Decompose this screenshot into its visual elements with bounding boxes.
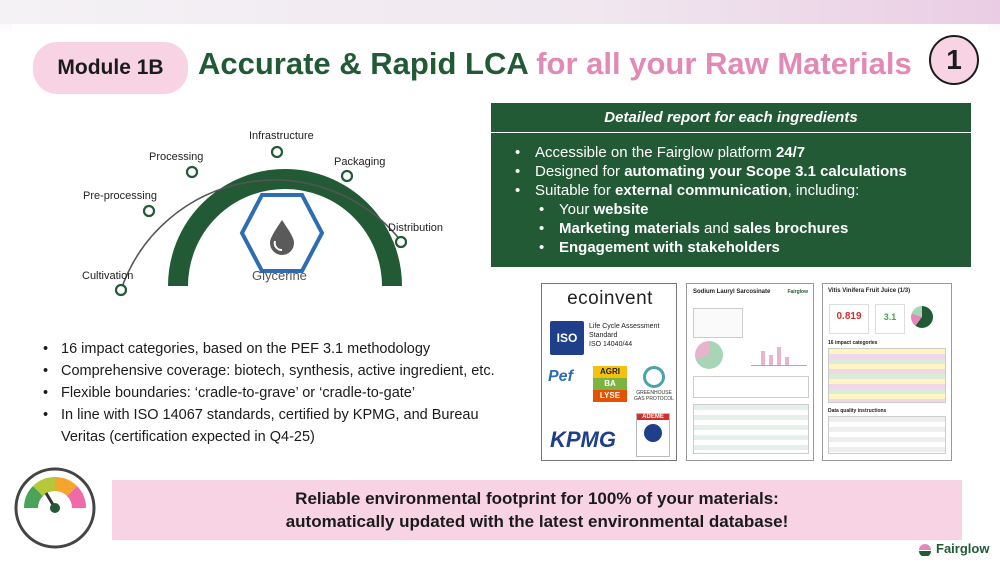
report1-description [693, 308, 743, 338]
detail-item: • Accessible on the Fairglow platform 24/7 [515, 143, 971, 162]
pef-logo: Pef [548, 368, 573, 385]
feature-item: • In line with ISO 14067 standards, certified by KPMG, and Bureau Veritas (certification expected in Q4-25) [43, 404, 503, 448]
report2-score-card: 0.819 [829, 304, 869, 334]
feature-item: • Comprehensive coverage: biotech, synthesis, active ingredient, etc. [43, 360, 503, 382]
iso-logo: ISO [550, 321, 584, 355]
feature-list [43, 338, 503, 448]
stage-label-cultivation: Cultivation [82, 270, 134, 282]
report2-quality-card: 3.1 [875, 304, 905, 334]
module-badge: Module 1B [33, 42, 188, 94]
banner-line-1: Reliable environmental footprint for 100% of your materials: [295, 489, 779, 508]
stage-label-processing: Processing [149, 151, 204, 163]
report-thumbnail-2 [822, 283, 952, 461]
detail-box-divider [491, 132, 971, 133]
center-label-glycerine: Glycerine [252, 268, 307, 283]
detail-box-heading: Detailed report for each ingredients [604, 109, 858, 126]
stage-dot-packaging [342, 171, 352, 181]
feature-item: • 16 impact categories, based on the PEF 3.1 methodology [43, 338, 503, 360]
ademe-logo: ADEME [636, 413, 670, 457]
detail-sub-item: • Marketing materials and sales brochures [539, 219, 971, 238]
stage-label-packaging: Packaging [334, 156, 386, 168]
feature-item: • Flexible boundaries: ‘cradle-to-grave’ or ‘cradle-to-gate’ [43, 382, 503, 404]
report2-section: 16 impact categories [828, 340, 878, 346]
report2-pie [911, 306, 933, 328]
detail-report-box [491, 103, 971, 267]
stage-dot-processing [187, 167, 197, 177]
stage-dot-distribution [396, 237, 406, 247]
fairglow-logo-icon [918, 542, 932, 556]
report1-table [693, 404, 809, 454]
report1-brand: Fairglow [787, 289, 808, 295]
banner-line-2: automatically updated with the latest environmental database! [285, 512, 789, 531]
report1-flowchart [693, 376, 809, 398]
report1-title: Sodium Lauryl Sarcosinate [693, 289, 771, 295]
detail-item: • Suitable for external communication, including: [515, 181, 971, 200]
agribalyse-logo: AGRI BA LYSE [593, 366, 627, 402]
report2-title: Vitis Vinifera Fruit Juice (1/3) [828, 288, 911, 294]
detail-item: • Designed for automating your Scope 3.1 calculations [515, 162, 971, 181]
stage-dot-cultivation [116, 285, 126, 295]
iso-standard-text: Life Cycle Assessment Standard ISO 14040/44 [589, 323, 660, 348]
brand-name: Fairglow [936, 541, 990, 556]
report2-quality-table [828, 416, 946, 454]
report1-bar-chart [751, 340, 807, 366]
top-decor-bar [0, 0, 1000, 24]
lifecycle-diagram [70, 120, 470, 310]
bottom-banner [112, 480, 962, 540]
stage-label-distribution: Distribution [388, 222, 444, 234]
kpmg-logo: KPMG [550, 427, 616, 452]
stage-label-infrastructure: Infrastructure [249, 130, 314, 142]
ghg-protocol-logo: GREENHOUSE GAS PROTOCOL [634, 366, 674, 402]
stage-dot-infrastructure [272, 147, 282, 157]
detail-sub-item: • Your website [539, 200, 971, 219]
title-part-2: for all your Raw Materials [536, 46, 912, 81]
detail-sub-item: • Engagement with stakeholders [539, 238, 971, 257]
oil-drop-icon [270, 220, 294, 255]
fairglow-brand [918, 541, 989, 556]
ecoinvent-logo: ecoinvent [567, 288, 653, 309]
stage-label-pre-processing: Pre-processing [83, 190, 157, 202]
report1-pie [695, 341, 723, 369]
report2-impact-table [828, 348, 946, 403]
title-part-1: Accurate & Rapid LCA [198, 46, 528, 81]
stage-dot-pre-processing [144, 206, 154, 216]
report2-section-2: Data quality instructions [828, 408, 887, 414]
slide-title [198, 46, 912, 82]
report-thumbnail-1 [686, 283, 814, 461]
slide-number-badge: 1 [929, 35, 979, 85]
gauge-icon [10, 463, 100, 553]
detail-list [491, 143, 971, 257]
partner-logos-panel [541, 283, 677, 461]
